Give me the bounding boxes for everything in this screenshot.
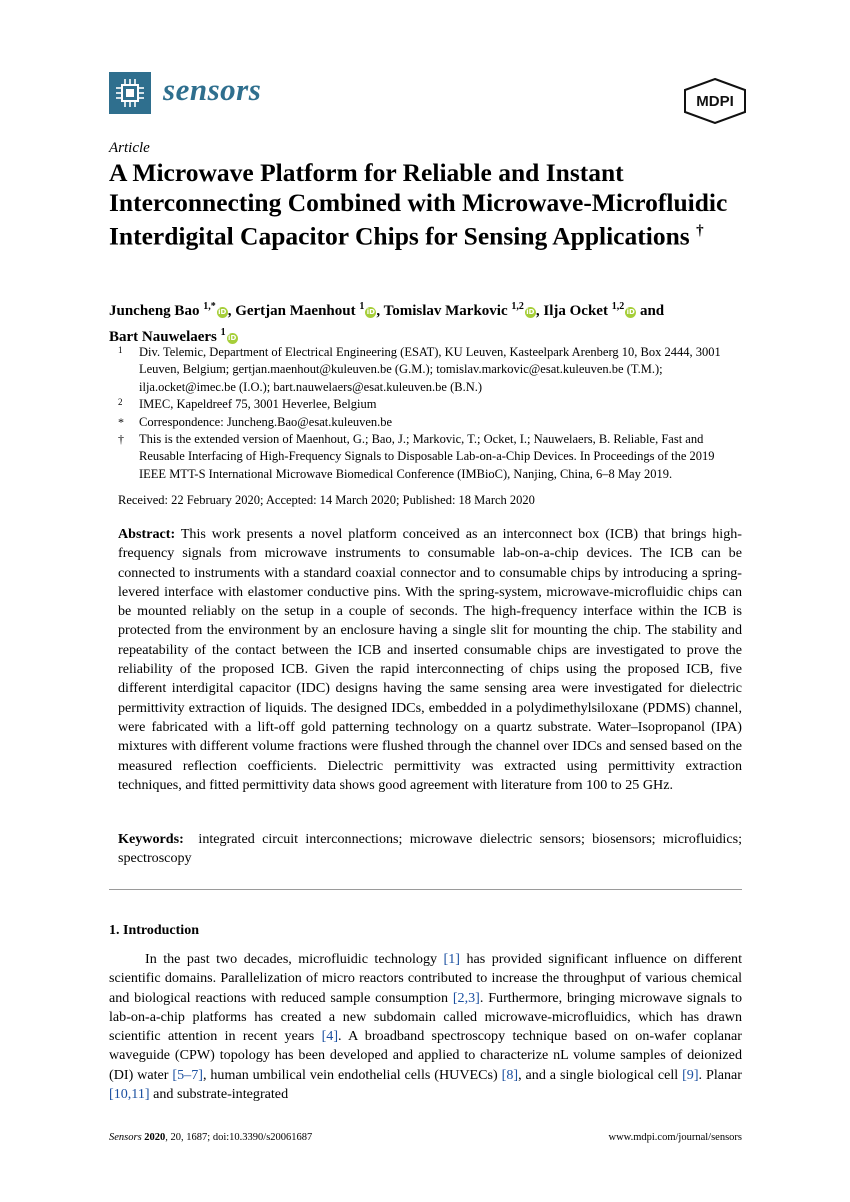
mdpi-logo bbox=[681, 78, 749, 129]
author-list bbox=[109, 296, 749, 348]
author-affiliation-mark: 1 bbox=[359, 301, 365, 312]
footer-citation bbox=[109, 1132, 312, 1143]
keywords bbox=[118, 830, 742, 869]
affiliation-text: Div. Telemic, Department of Electrical Engineering (ESAT), KU Leuven, Kasteelpark Arenberg 10, Box 2444, 3001 Leuven, Belgium; gertjan.maenhout@kuleuven.be (G.M.); tomislav.markovic@esat.kuleuven.be (T.M.); ilja.ocket@imec.be (I.O.); bart.nauwelaers@esat.kuleuven.be (B.N.) bbox=[139, 345, 721, 394]
affiliation-item bbox=[118, 396, 744, 413]
affiliation-item bbox=[118, 414, 744, 431]
orcid-icon[interactable]: iD bbox=[218, 308, 227, 316]
footer-year: 2020 bbox=[144, 1132, 166, 1143]
keywords-text: integrated circuit interconnections; microwave dielectric sensors; biosensors; microfluidics; spectroscopy bbox=[118, 831, 742, 867]
affiliation-text: IMEC, Kapeldreef 75, 3001 Heverlee, Belgium bbox=[139, 397, 377, 412]
author-name: Bart Nauwelaers bbox=[109, 329, 221, 345]
author-name: Gertjan Maenhout bbox=[235, 303, 360, 319]
orcid-icon[interactable]: iD bbox=[366, 308, 375, 316]
title-text: A Microwave Platform for Reliable and Instant Interconnecting Combined with Microwave-Microfluidic Interdigital Capacitor Chips for Sensing Applications bbox=[109, 158, 728, 251]
introduction-paragraph bbox=[109, 950, 742, 1104]
author-name: Ilja Ocket bbox=[543, 303, 612, 319]
intro-text: . Planar bbox=[698, 1066, 742, 1083]
intro-text: In the past two decades, microfluidic technology bbox=[145, 951, 444, 967]
orcid-icon[interactable]: iD bbox=[228, 334, 237, 342]
citation-link[interactable]: [8] bbox=[501, 1066, 519, 1083]
citation-link[interactable]: [9] bbox=[682, 1066, 699, 1083]
abstract-label: Abstract: bbox=[118, 526, 176, 542]
journal-logo-icon bbox=[109, 72, 151, 114]
section-divider bbox=[109, 889, 742, 890]
author-affiliation-mark: 1,* bbox=[203, 301, 216, 312]
mdpi-logo-text: MDPI bbox=[696, 93, 734, 110]
author-separator: , bbox=[535, 303, 544, 319]
affiliation-mark: † bbox=[118, 432, 124, 447]
author-affiliation-mark: 1 bbox=[220, 327, 226, 338]
affiliations bbox=[118, 344, 744, 483]
intro-text: , and a single biological cell bbox=[518, 1066, 683, 1083]
abstract bbox=[118, 525, 742, 795]
article-title bbox=[109, 158, 749, 251]
intro-text: and substrate-integrated bbox=[149, 1086, 289, 1103]
citation-link[interactable]: [5–7] bbox=[172, 1066, 203, 1083]
author-separator: , bbox=[376, 303, 384, 319]
affiliation-mark: 1 bbox=[118, 345, 123, 355]
citation-link[interactable]: [1] bbox=[443, 951, 460, 967]
affiliation-text: This is the extended version of Maenhout, G.; Bao, J.; Markovic, T.; Ocket, I.; Nauwelaers, B. Reliable, Fast and Reusable Interfacing of High-Frequency Signals to Disposable Lab-on-a-Chip Devices. In Proceedings of the 2019 IEEE MTT-S International Microwave Biomedical Conference (IMBioC), Nanjing, China, 6–8 May 2019. bbox=[139, 432, 715, 481]
affiliation-mark: * bbox=[118, 414, 124, 429]
intro-text: has provided significant influence on different scientific domains. Parallelization of micro reactors contributed to increase the throughput of various chemical and biological reactions with reduced sample consumption bbox=[109, 951, 742, 1006]
affiliation-mark: 2 bbox=[118, 397, 123, 408]
journal-name: sensors bbox=[163, 72, 262, 107]
author-affiliation-mark: 1,2 bbox=[611, 301, 625, 312]
citation-link[interactable]: [4] bbox=[321, 1028, 339, 1045]
citation-link[interactable]: [2,3] bbox=[452, 989, 480, 1006]
abstract-text: This work presents a novel platform conceived as an interconnect box (ICB) that brings high-frequency signals from microwave instruments to consumable lab-on-a-chip devices. The ICB can be connected to instruments with a standard coaxial connector and to consumable chips by introducing a spring-levered interface with elastomer conductive pins. With the spring-system, microwave-microfluidic chips can be mounted reliably on the setup in a couple of seconds. The high-frequency interface within the ICB is protected from the environment by an enclosure having a single slit for mounting the chip. The stability and repeatability of the contact between the ICB and inserted consumable chips are investigated to prove the reliability of the proposed ICB. Given the rapid interconnecting of chips using the proposed ICB, five different interdigital capacitor (IDC) designs having the same sensing area were investigated for dielectric permittivity extraction of liquids. The designed IDCs, embedded in a polydimethylsiloxane (PDMS) channel, were fabricated with a lift-off gold patterning technology on a quartz substrate. Water–Isopropanol (IPA) mixtures with different volume fractions were flushed through the channel over IDCs and sensed based on the measured reflection coefficients. Dielectric permittivity was extracted using permittivity extraction techniques, and fitted permittivity data shows good agreement with literature from 100 to 25 GHz. bbox=[118, 526, 742, 793]
orcid-icon[interactable]: iD bbox=[626, 308, 635, 316]
author-separator: and bbox=[636, 303, 665, 319]
author-name: Tomislav Markovic bbox=[383, 303, 512, 319]
footer-citation-rest: , 20, 1687; doi:10.3390/s20061687 bbox=[165, 1132, 313, 1143]
affiliation-item bbox=[118, 431, 744, 483]
author-separator: , bbox=[227, 303, 236, 319]
title-footnote-mark: † bbox=[696, 223, 704, 239]
publication-dates: Received: 22 February 2020; Accepted: 14 March 2020; Published: 18 March 2020 bbox=[118, 493, 535, 507]
author-affiliation-mark: 1,2 bbox=[511, 301, 524, 312]
footer-url[interactable]: www.mdpi.com/journal/sensors bbox=[608, 1132, 742, 1143]
journal-header bbox=[109, 72, 749, 122]
keywords-label: Keywords: bbox=[118, 831, 184, 847]
affiliation-item bbox=[118, 344, 744, 396]
section-heading: 1. Introduction bbox=[109, 923, 199, 938]
intro-text: . A broadband spectroscopy technique based on on-wafer coplanar waveguide (CPW) topology has been developed and applied to characterize nL volume samples of deionized (DI) water bbox=[109, 1028, 742, 1083]
citation-link[interactable]: [10,11] bbox=[109, 1086, 150, 1103]
author-name: Juncheng Bao bbox=[109, 303, 204, 319]
article-type: Article bbox=[109, 140, 150, 156]
footer-journal: Sensors bbox=[109, 1132, 142, 1143]
intro-text: . Furthermore, bringing microwave signals to lab-on-a-chip platforms has created a new subdomain called microwave-microfluidics, which has drawn scientific attention in recent years bbox=[109, 989, 742, 1045]
intro-text: , human umbilical vein endothelial cells (HUVECs) bbox=[202, 1066, 502, 1083]
affiliation-text: Correspondence: Juncheng.Bao@esat.kuleuven.be bbox=[139, 414, 393, 429]
orcid-icon[interactable]: iD bbox=[526, 308, 535, 316]
